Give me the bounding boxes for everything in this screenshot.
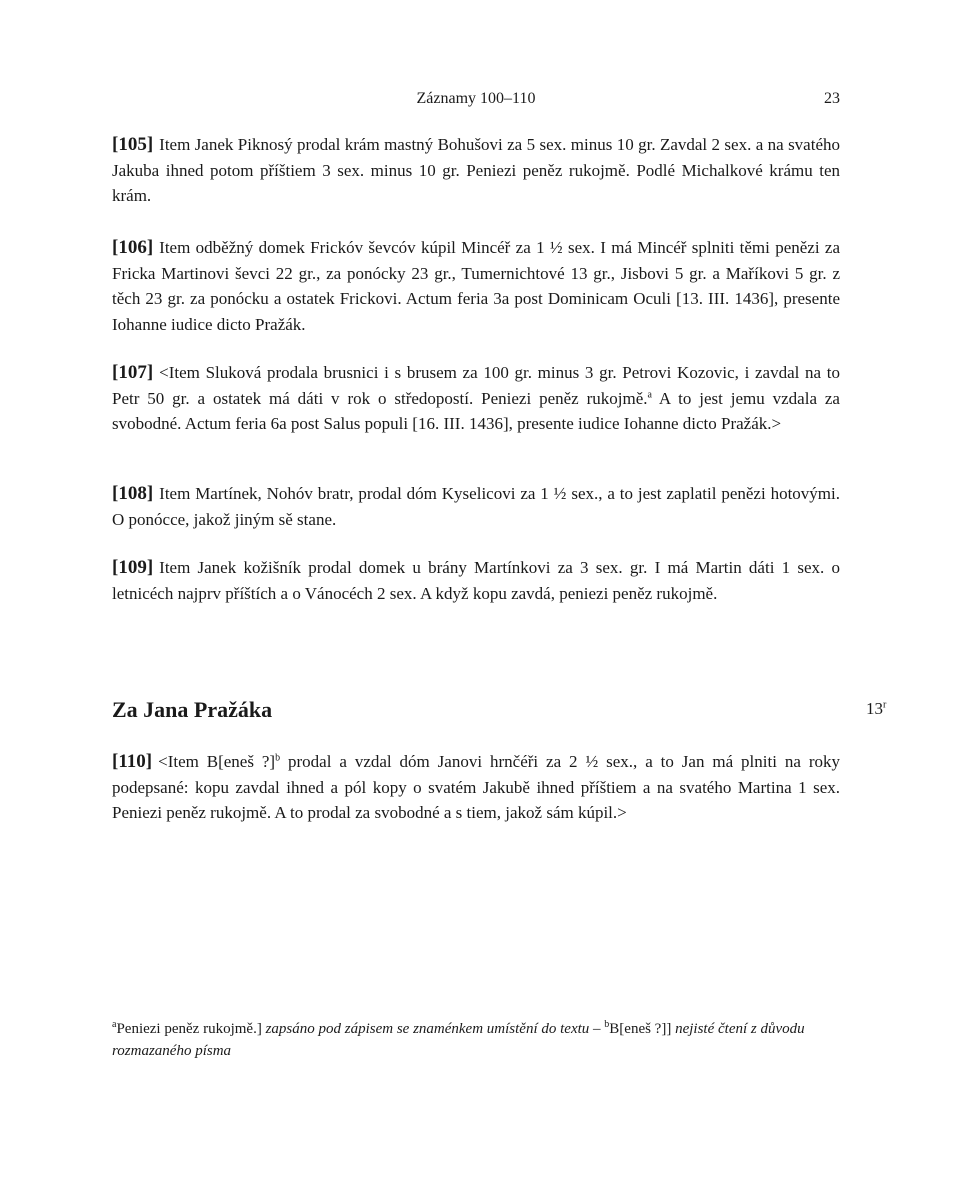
folio-side: r [883, 699, 887, 711]
entry-110 [112, 749, 840, 826]
footnote-b-lemma: B[eneš ?]] [609, 1021, 672, 1037]
entry-107 [112, 360, 840, 437]
entry-109 [112, 555, 840, 606]
entry-105 [112, 132, 840, 209]
section-heading: Za Jana Pražáka [112, 697, 273, 722]
entry-text: <Item B[eneš ?] [158, 752, 276, 771]
footnote-a-mark: a [112, 1019, 117, 1030]
footnote-a-note: zapsáno pod zápisem se znaménkem umístění do textu [265, 1021, 590, 1037]
footnote-b-note: nejisté čtení z důvodu rozmazaného písma [112, 1021, 805, 1059]
footnotes [112, 1018, 840, 1062]
entry-number: [107] [112, 362, 154, 383]
entry-text: Item Martínek, Nohóv bratr, prodal dóm Kyselicovi za 1 ½ sex., a to jest zaplatil penězi hotovými. O ponócce, jakož jiným sě stane. [112, 484, 840, 529]
footnote-mark-b: b [275, 752, 281, 764]
footnote-separator: – [589, 1021, 605, 1037]
entry-text: Item Janek Piknosý prodal krám mastný Bohušovi za 5 sex. minus 10 gr. Zavdal 2 sex. a na svatého Jakuba ihned potom příštiem 3 sex. minus 10 gr. Peniezi peněz rukojmě. Podlé Michalkové krámu ten krám. [112, 135, 840, 205]
page-number: 23 [824, 90, 840, 107]
entry-number: [105] [112, 134, 154, 155]
entry-108 [112, 481, 840, 532]
entry-text-cont: A to jest jemu vzdala za svobodné. Actum feria 6a post Salus populi [16. III. 1436], presente iudice Iohanne dicto Pražák.> [112, 388, 840, 433]
footnote-a-lemma: Peniezi peněz rukojmě.] [116, 1021, 262, 1037]
entry-text-cont: prodal a vzdal dóm Janovi hrnčéři za 2 ½ sex., a to Jan má plniti na roky podepsané: kopu zavdal ihned a pól kopy o svatém Jakubě ihned příštiem a na svatého Martina 1 sex. Peniezi peněz rukojmě. A to prodal za svobodné a s tiem, jakož sám kúpil.> [112, 752, 840, 822]
folio-number: 13 [866, 699, 883, 718]
page-header [112, 90, 840, 114]
entry-number: [106] [112, 237, 154, 258]
entry-106 [112, 235, 840, 337]
entry-number: [110] [112, 751, 153, 772]
folio-marker [866, 699, 886, 719]
entry-text: Item odběžný domek Frickóv ševcóv kúpil Mincéř za 1 ½ sex. I má Mincéř splniti těmi penězi za Fricka Martinovi ševci 22 gr., za ponócky 23 gr., Tumernichtové 13 gr., Jisbovi 5 gr. a Maříkovi 5 gr. z těch 23 gr. za ponócku a ostatek Frickovi. Actum feria 3a post Dominicam Oculi [13. III. 1436], presente Iohanne iudice dicto Pražák. [112, 238, 840, 334]
footnote-mark-a: a [647, 388, 652, 400]
entry-number: [108] [112, 483, 154, 504]
entry-text: <Item Sluková prodala brusnici i s brusem za 100 gr. minus 3 gr. Petrovi Kozovic, i zavdal na to Petr 50 gr. a ostatek má dáti v rok o středopostí. Peniezi peněz rukojmě. [112, 363, 840, 408]
running-title: Záznamy 100–110 [416, 90, 536, 107]
entry-number: [109] [112, 557, 154, 578]
footnote-b-mark: b [604, 1019, 610, 1030]
entry-text: Item Janek kožišník prodal domek u brány Martínkovi za 3 sex. gr. I má Martin dáti 1 sex. o letnicéch najprv příštích a o Vánocéch 2 sex. A když kopu zavdá, peniezi peněz rukojmě. [112, 558, 840, 603]
